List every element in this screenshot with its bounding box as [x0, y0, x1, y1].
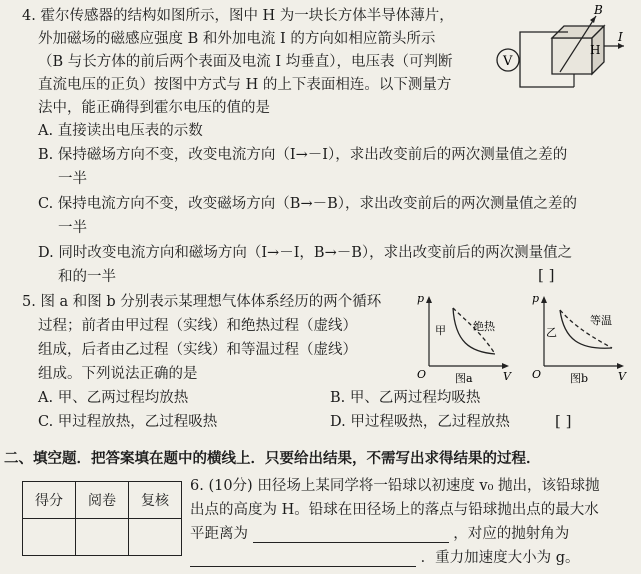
fig-b-dashed-label: 等温 — [590, 314, 612, 327]
q4-option-d-cont: 和的一半 — [58, 269, 116, 285]
q4-stem-line-5: 法中，能正确得到霍尔电压的值的是 — [38, 100, 270, 116]
q5-stem-line-3: 组成，后者由乙过程（实线）和等温过程（虚线） — [38, 342, 357, 358]
q4-option-a: A. 直接读出电压表的示数 — [38, 123, 203, 139]
fig-a-dashed-label: 绝热 — [473, 320, 495, 333]
current-i-label: I — [618, 30, 623, 44]
q6-line-4 — [190, 549, 580, 567]
fig-b-caption: 图b — [570, 372, 589, 385]
fig-b-origin-label: O — [532, 368, 542, 381]
q6-line-3-end: ，对应的抛射角为 — [453, 526, 570, 542]
q4-stem-line-2: 外加磁场的磁感应强度 B 和外加电流 I 的方向如相应箭头所示 — [38, 31, 436, 47]
fig-a-p-axis-label: p — [417, 292, 425, 305]
q6-line-2: 出点的高度为 H。铅球在田径场上的落点与铅球抛出点的最大水 — [190, 502, 599, 518]
score-cell-score[interactable] — [23, 519, 76, 556]
q5-stem-line-1: 5. 图 a 和图 b 分别表示某理想气体体系经历的两个循环 — [22, 294, 382, 310]
fig-b-solid-label: 乙 — [546, 326, 557, 339]
q4-option-b: B. 保持磁场方向不变，改变电流方向（I→－I），求出改变前后的两次测量值之差的 — [38, 147, 568, 163]
q5-option-c: C. 甲过程放热，乙过程吸热 — [38, 414, 218, 430]
q4-option-c: C. 保持电流方向不变，改变磁场方向（B→－B），求出改变前后的两次测量值之差的 — [38, 196, 578, 212]
q6-line-1: 6. (10分) 田径场上某同学将一铅球以初速度 v₀ 抛出，该铅球抛 — [190, 478, 600, 494]
section-2-heading: 二、填空题．把答案填在题中的横线上．只要给出结果，不需写出求得结果的过程． — [4, 450, 541, 467]
q4-stem-line-4: 直流电压的正负）按图中方式与 H 的上下表面相连。以下测量方 — [38, 77, 452, 93]
fig-a-caption: 图a — [455, 372, 473, 385]
fig-b-v-axis-label: V — [618, 370, 626, 383]
plate-h-label: H — [590, 43, 601, 57]
q6-line-4-end: ．重力加速度大小为 g。 — [420, 550, 580, 566]
score-header-reviewer: 复核 — [129, 482, 182, 519]
score-table — [22, 481, 182, 556]
field-b-label: B — [594, 3, 603, 17]
q4-answer-bracket: [ ] — [538, 266, 555, 284]
q5-stem-line-2: 过程；前者由甲过程（实线）和绝热过程（虚线） — [38, 318, 357, 334]
q6-max-distance-blank[interactable] — [253, 528, 449, 543]
q5-stem-line-4: 组成。下列说法正确的是 — [38, 366, 198, 382]
voltmeter-label: V — [503, 54, 513, 69]
q4-option-c-cont: 一半 — [58, 220, 87, 236]
score-cell-grader[interactable] — [76, 519, 129, 556]
pv-diagram-b — [530, 292, 630, 387]
pv-diagram-a — [415, 292, 515, 387]
fig-a-solid-label: 甲 — [435, 324, 446, 337]
q4-stem-line-3: （B 与长方体的前后两个表面及电流 I 均垂直），电压表（可判断 — [38, 54, 453, 70]
score-header-score: 得分 — [23, 482, 76, 519]
fig-a-origin-label: O — [417, 368, 427, 381]
q6-line-3-start: 平距离为 — [190, 526, 248, 542]
score-cell-reviewer[interactable] — [129, 519, 182, 556]
score-header-grader: 阅卷 — [76, 482, 129, 519]
fig-a-v-axis-label: V — [503, 370, 511, 383]
q5-option-a: A. 甲、乙两过程均放热 — [38, 390, 189, 406]
q5-option-b: B. 甲、乙两过程均吸热 — [330, 390, 481, 406]
q5-answer-bracket: [ ] — [555, 412, 572, 430]
q6-line-3 — [190, 525, 569, 543]
hall-sensor-figure — [490, 2, 635, 102]
q4-option-b-cont: 一半 — [58, 171, 87, 187]
q6-angle-blank[interactable] — [190, 552, 416, 567]
fig-b-p-axis-label: p — [532, 292, 540, 305]
q4-option-d: D. 同时改变电流方向和磁场方向（I→－I，B→－B），求出改变前后的两次测量值之 — [38, 245, 573, 261]
q5-option-d: D. 甲过程吸热，乙过程放热 — [330, 414, 510, 430]
q4-stem-line-1: 4. 霍尔传感器的结构如图所示，图中 H 为一块长方体半导体薄片， — [22, 8, 454, 24]
